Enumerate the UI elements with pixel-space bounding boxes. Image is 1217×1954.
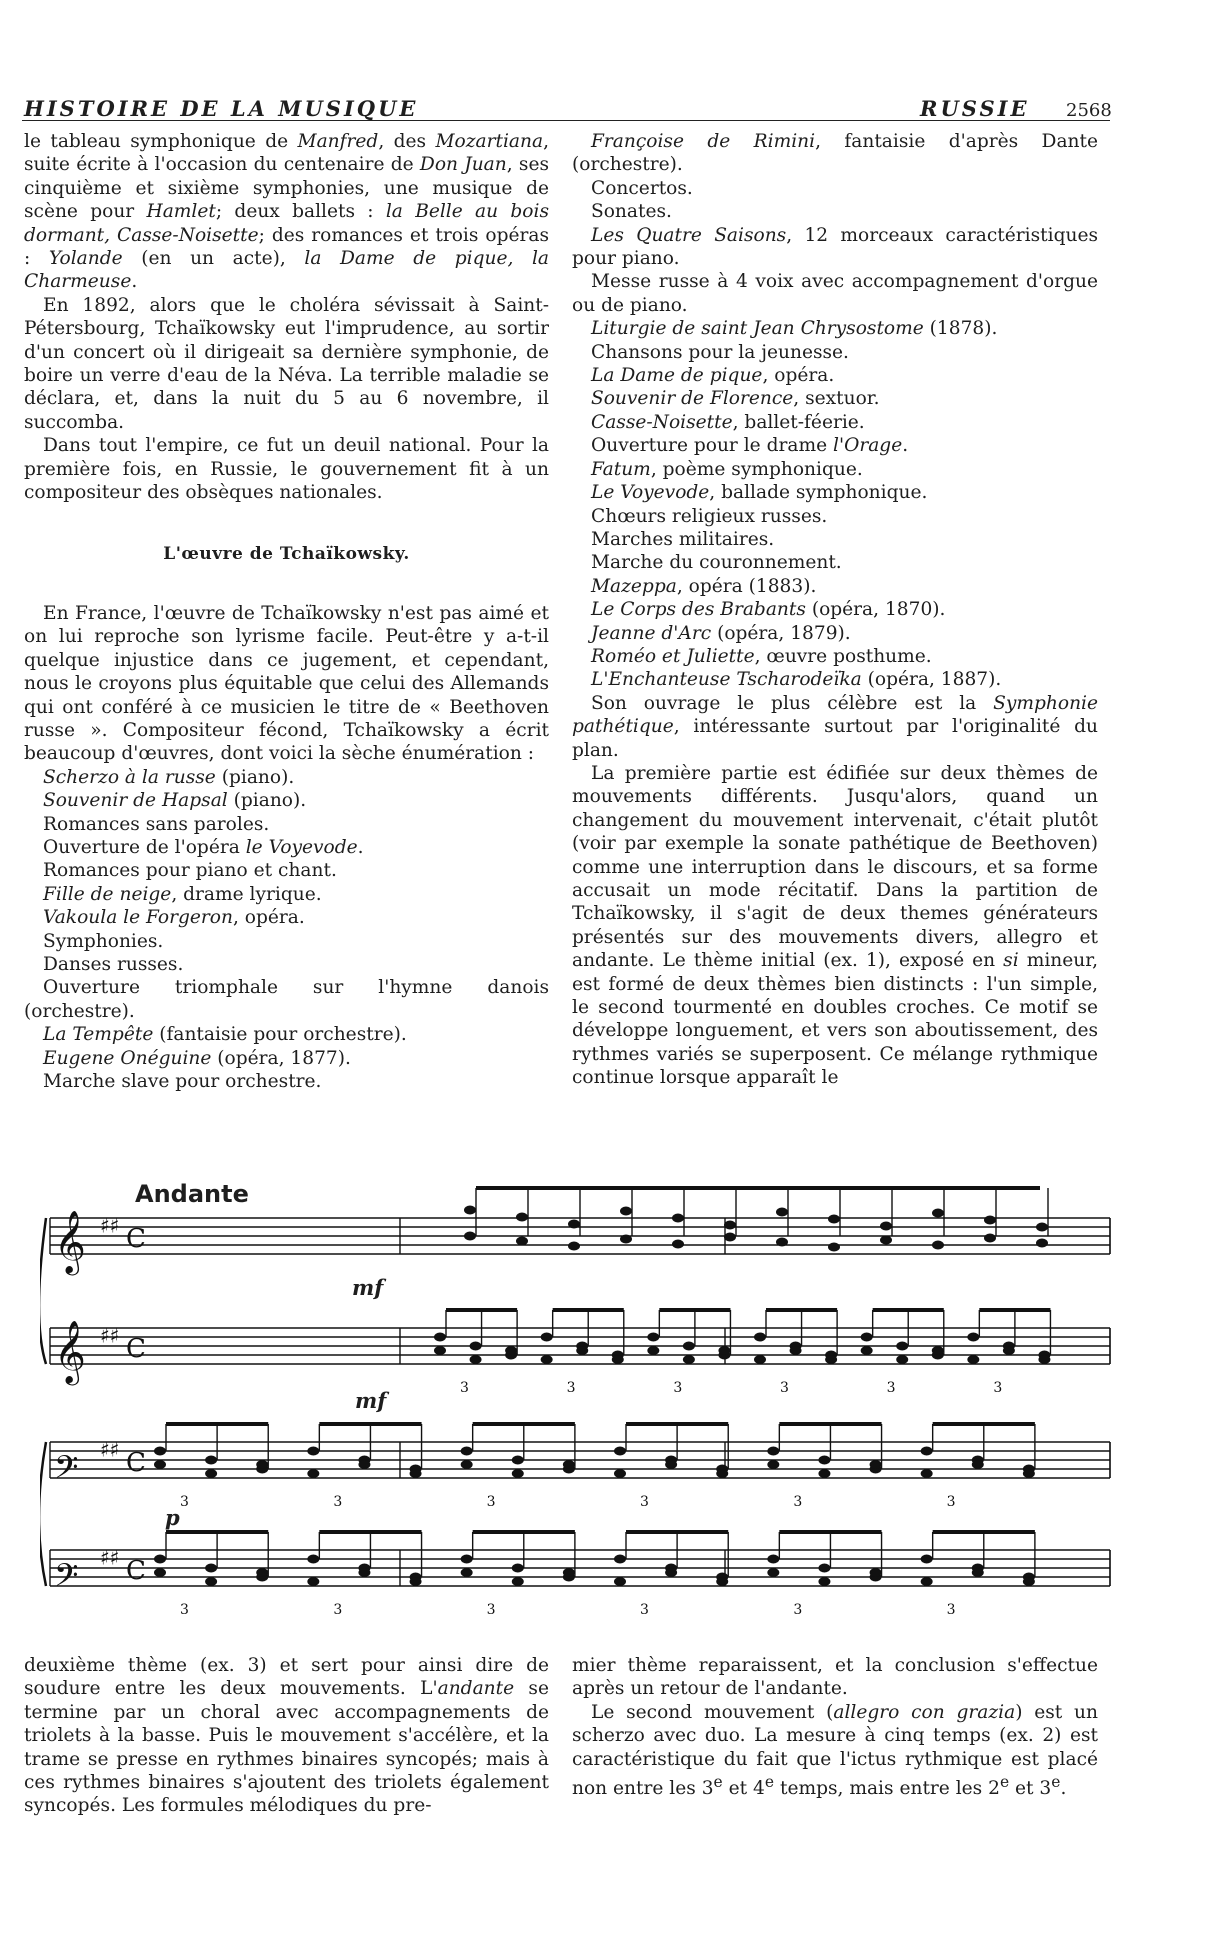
- work-item: Chansons pour la jeunesse.: [591, 341, 849, 363]
- paragraph: le tableau symphonique de Manfred, des Mozartiana, suite écrite à l'occasion du centenaire de Don Juan, ses cinquième et sixième symphonies, une musique de scène pour Hamlet; deux ballets : la Belle au bois dormant, Casse-Noisette; des romances et trois opéras : Yolande (en un acte), la Dame de pique, la Charmeuse.: [24, 131, 549, 293]
- svg-text:C: C: [126, 1223, 146, 1254]
- work-item: Fille de neige, drame lyrique.: [43, 883, 322, 905]
- work-item: Mazeppa, opéra (1883).: [591, 575, 817, 597]
- svg-text:♯♯: ♯♯: [100, 1323, 120, 1348]
- svg-text:C: C: [126, 1555, 146, 1586]
- work-item: Casse-Noisette, ballet-féerie.: [591, 411, 865, 433]
- work-item: Ouverture de l'opéra le Voyevode.: [43, 836, 364, 858]
- svg-text:𝄢: 𝄢: [54, 1557, 79, 1601]
- work-item: Symphonies.: [43, 930, 164, 952]
- svg-text:3: 3: [946, 1602, 956, 1618]
- svg-text:3: 3: [180, 1602, 189, 1618]
- dynamic-mf: mf: [352, 1275, 384, 1300]
- running-header-right: RUSSIE: [920, 96, 1030, 121]
- paragraph: En France, l'œuvre de Tchaïkowsky n'est pas aimé et on lui reproche son lyrisme facile. Peut-être y a-t-il quelque injustice dans ce jugement, et cependant, nous le croyons plus équitable que celui des Allemands qui ont conféré à ce musicien le titre de « Beethoven russe ». Compositeur fécond, Tchaïkowsky a écrit beaucoup d'œuvres, dont voici la sèche énumération :: [24, 602, 549, 765]
- svg-text:3: 3: [486, 1602, 496, 1618]
- svg-text:3: 3: [886, 1380, 896, 1396]
- work-item: Jeanne d'Arc (opéra, 1879).: [591, 622, 851, 644]
- work-item: Françoise de Rimini, fantaisie d'après Dante (orchestre).: [572, 131, 1098, 176]
- column-right-bottom: [572, 1654, 1098, 1801]
- paragraph: mier thème reparaissent, et la conclusion s'effectue après un retour de l'andante.: [572, 1655, 1098, 1700]
- work-item: Roméo et Juliette, œuvre posthume.: [591, 645, 932, 667]
- work-item: Romances sans paroles.: [43, 813, 270, 835]
- works-list: [572, 130, 1098, 692]
- svg-text:3: 3: [993, 1380, 1003, 1396]
- work-item: Messe russe à 4 voix avec accompagnement d'orgue ou de piano.: [572, 271, 1098, 316]
- work-item: Chœurs religieux russes.: [591, 505, 828, 527]
- column-left-bottom: [24, 1654, 549, 1818]
- work-item: Concertos.: [591, 177, 693, 199]
- work-item: Souvenir de Florence, sextuor.: [591, 388, 880, 410]
- svg-text:3: 3: [946, 1494, 956, 1510]
- work-item: Scherzo à la russe (piano).: [43, 766, 295, 788]
- svg-text:3: 3: [640, 1602, 649, 1618]
- svg-text:𝄞: 𝄞: [54, 1320, 86, 1383]
- musical-score: [40, 1170, 1112, 1630]
- work-item: Eugene Onéguine (opéra, 1877).: [43, 1047, 351, 1069]
- header-rule: [22, 120, 1110, 121]
- work-item: La Dame de pique, opéra.: [591, 365, 835, 387]
- work-item: L'Enchanteuse Tscharodeïka (opéra, 1887).: [591, 669, 1002, 691]
- tempo-marking: Andante: [135, 1180, 249, 1208]
- dynamic-p: p: [165, 1505, 180, 1530]
- svg-text:3: 3: [333, 1602, 343, 1618]
- svg-text:♯♯: ♯♯: [100, 1437, 120, 1462]
- running-header-left: HISTOIRE DE LA MUSIQUE: [24, 96, 419, 121]
- work-item: Vakoula le Forgeron, opéra.: [43, 907, 305, 929]
- work-item: Marche du couronnement.: [591, 552, 842, 574]
- paragraph: Dans tout l'empire, ce fut un deuil national. Pour la première fois, en Russie, le gouvernement fit à un compositeur des obsèques nationales.: [24, 435, 549, 504]
- work-item: Ouverture pour le drame l'Orage.: [591, 435, 909, 457]
- svg-text:3: 3: [780, 1380, 789, 1396]
- svg-text:3: 3: [793, 1494, 803, 1510]
- works-list: [24, 766, 549, 1094]
- section-heading: L'œuvre de Tchaïkowsky.: [163, 543, 410, 564]
- work-item: Ouverture triomphale sur l'hymne danois (orchestre).: [24, 977, 549, 1022]
- paragraph: Le second mouvement (allegro con grazia) est un scherzo avec duo. La mesure à cinq temps (ex. 2) est caractéristique du fait que l'ictus rythmique est placé non entre les 3e et 4e temps, mais entre les 2e et 3e.: [572, 1701, 1099, 1800]
- svg-text:C: C: [126, 1333, 146, 1364]
- paragraph: Son ouvrage le plus célèbre est la Symphonie pathétique, intéressante surtout par l'originalité du plan.: [572, 692, 1098, 761]
- page-number: 2568: [1066, 100, 1112, 121]
- work-item: Sonates.: [591, 201, 672, 223]
- svg-text:3: 3: [793, 1602, 803, 1618]
- work-item: Danses russes.: [43, 954, 184, 975]
- work-item: Fatum, poème symphonique.: [591, 458, 863, 480]
- svg-text:♯♯: ♯♯: [100, 1213, 120, 1238]
- work-item: Souvenir de Hapsal (piano).: [43, 790, 307, 812]
- work-item: Marche slave pour orchestre.: [43, 1071, 322, 1093]
- svg-text:C: C: [126, 1447, 146, 1478]
- svg-text:3: 3: [333, 1494, 343, 1510]
- svg-text:♯♯: ♯♯: [100, 1545, 120, 1570]
- work-item: Le Corps des Brabants (opéra, 1870).: [591, 599, 946, 621]
- svg-text:3: 3: [486, 1494, 496, 1510]
- column-left-top: [24, 130, 549, 1093]
- dynamic-mf: mf: [355, 1388, 387, 1413]
- work-item: Les Quatre Saisons, 12 morceaux caractéristiques pour piano.: [572, 224, 1098, 270]
- svg-text:3: 3: [673, 1380, 683, 1396]
- svg-text:3: 3: [566, 1380, 576, 1396]
- work-item: Romances pour piano et chant.: [43, 860, 337, 882]
- svg-text:3: 3: [640, 1494, 649, 1510]
- paragraph: deuxième thème (ex. 3) et sert pour ainsi dire de soudure entre les deux mouvements. L'andante se termine par un choral avec accompagnements de triolets à la basse. Puis le mouvement s'accélère, et la trame se presse en rythmes binaires syncopés; mais à ces rythmes binaires s'ajoutent des triolets également syncopés. Les formules mélodiques du pre-: [24, 1655, 549, 1817]
- svg-text:3: 3: [460, 1380, 469, 1396]
- svg-text:𝄢: 𝄢: [54, 1449, 79, 1493]
- work-item: Marches militaires.: [591, 528, 775, 550]
- svg-text:3: 3: [180, 1494, 189, 1510]
- column-right-top: [572, 130, 1098, 1090]
- paragraph: La première partie est édifiée sur deux thèmes de mouvements différents. Jusqu'alors, quand un changement du mouvement intervenait, c'était plutôt (voir par exemple la sonate pathétique de Beethoven) comme une interruption dans le discours, et sa forme accusait un mode récitatif. Dans la partition de Tchaïkowsky, il s'agit de deux themes générateurs présentés sur des mouvements divers, allegro et andante. Le thème initial (ex. 1), exposé en si mineur, est formé de deux thèmes bien distincts : l'un simple, le second tourmenté en doubles croches. Ce motif se développe longuement, et vers son aboutissement, des rythmes variés se superposent. Ce mélange rythmique continue lorsque apparaît le: [572, 762, 1098, 1089]
- work-item: Le Voyevode, ballade symphonique.: [591, 482, 928, 504]
- work-item: La Tempête (fantaisie pour orchestre).: [43, 1024, 407, 1046]
- paragraph: En 1892, alors que le choléra sévissait à Saint-Pétersbourg, Tchaïkowsky eut l'imprudence, au sortir d'un concert où il dirigeait sa dernière symphonie, de boire un verre d'eau de la Néva. La terrible maladie se déclara, et, dans la nuit du 5 au 6 novembre, il succomba.: [24, 294, 549, 433]
- svg-text:𝄞: 𝄞: [54, 1210, 86, 1273]
- work-item: Liturgie de saint Jean Chrysostome (1878).: [591, 318, 998, 340]
